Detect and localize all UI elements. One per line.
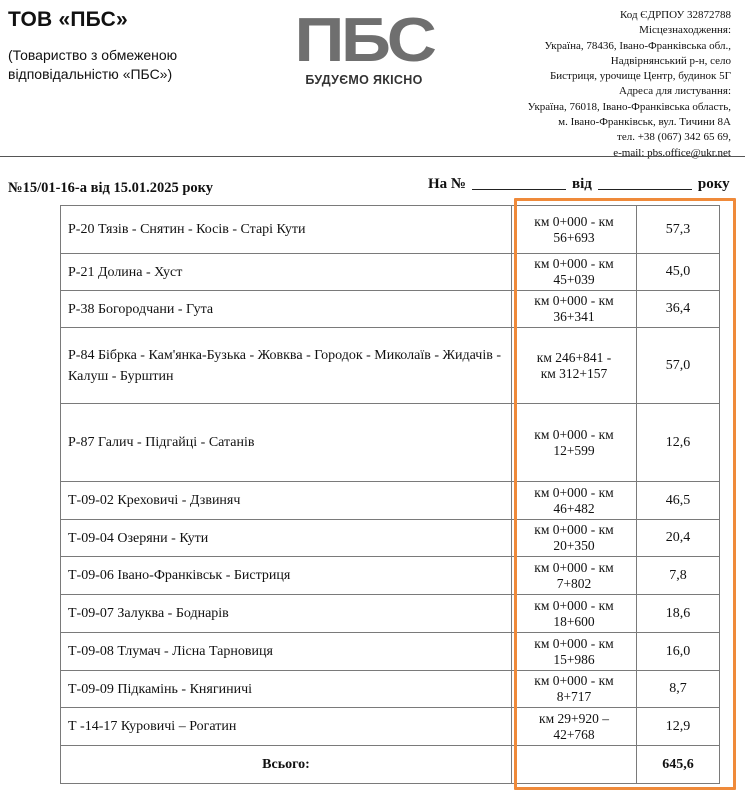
total-row	[61, 746, 720, 784]
road-length: 20,4	[637, 520, 720, 557]
contact-line: Бистриця, урочище Центр, будинок 5Г	[549, 70, 731, 83]
company-name: ТОВ «ПБС»	[8, 8, 128, 31]
road-name: Р-21 Долина - Хуст	[61, 254, 512, 291]
company-full-name	[8, 46, 177, 84]
contact-line: тел. +38 (067) 342 65 69,	[617, 131, 731, 144]
road-km-range	[512, 671, 637, 708]
km-end: 18+600	[553, 613, 595, 629]
km-start: км 0+000 - км	[534, 673, 614, 688]
incoming-mid: від	[572, 176, 592, 192]
logo-mark: ПБС	[294, 6, 434, 75]
road-km-range	[512, 557, 637, 595]
table-row	[61, 328, 720, 404]
road-name: Т-09-08 Тлумач - Лісна Тарновиця	[61, 633, 512, 671]
road-name: Т -14-17 Куровичі – Рогатин	[61, 708, 512, 746]
road-length: 8,7	[637, 671, 720, 708]
total-value: 645,6	[637, 746, 720, 784]
km-end: 7+802	[556, 575, 592, 591]
road-km-range	[512, 595, 637, 633]
table-row	[61, 482, 720, 520]
road-length: 46,5	[637, 482, 720, 520]
road-length: 57,3	[637, 206, 720, 254]
km-start: км 0+000 - км	[534, 213, 614, 229]
table-row	[61, 557, 720, 595]
table-row	[61, 633, 720, 671]
contact-line: Код ЄДРПОУ 32872788	[619, 9, 731, 21]
contact-line: Україна, 76018, Івано-Франківська область,	[527, 100, 731, 113]
contact-line: м. Івано-Франківськ, вул. Тичини 8А	[558, 116, 731, 129]
km-end: 20+350	[553, 538, 595, 553]
km-end: 36+341	[553, 309, 595, 324]
table-row	[61, 404, 720, 482]
km-start: км 0+000 - км	[534, 522, 614, 537]
km-start: км 0+000 - км	[534, 293, 614, 308]
contact-line: e-mail: pbs.office@ukr.net	[613, 146, 731, 159]
outgoing-reference: №15/01-16-а від 15.01.2025 року	[8, 180, 214, 196]
road-length: 36,4	[637, 291, 720, 328]
road-length: 18,6	[637, 595, 720, 633]
km-end: 12+599	[553, 442, 595, 458]
road-length: 12,6	[637, 404, 720, 482]
km-start: км 0+000 - км	[534, 559, 614, 575]
km-start: км 0+000 - км	[534, 426, 614, 442]
road-km-range	[512, 254, 637, 291]
incoming-number-blank	[472, 189, 566, 190]
road-name: Т-09-02 Креховичі - Дзвиняч	[61, 482, 512, 520]
road-km-range	[512, 633, 637, 671]
km-start: км 246+841 -	[536, 349, 612, 365]
table-row	[61, 254, 720, 291]
roads-table	[60, 205, 720, 784]
km-end: 42+768	[553, 726, 595, 742]
km-end: 45+039	[553, 272, 595, 287]
incoming-prefix: На №	[428, 176, 466, 192]
road-name: Т-09-06 Івано-Франківськ - Бистриця	[61, 557, 512, 595]
road-km-range	[512, 404, 637, 482]
road-km-range	[512, 520, 637, 557]
km-end: 15+986	[553, 651, 595, 667]
company-full-line-1: (Товариство з обмеженою	[8, 47, 178, 63]
road-length: 12,9	[637, 708, 720, 746]
table-row	[61, 520, 720, 557]
road-name: Р-38 Богородчани - Гута	[61, 291, 512, 328]
incoming-suffix: року	[697, 176, 730, 192]
road-name: Т-09-04 Озеряни - Кути	[61, 520, 512, 557]
road-km-range	[512, 206, 637, 254]
road-km-range	[512, 708, 637, 746]
km-start: км 0+000 - км	[534, 256, 614, 271]
km-end: 8+717	[556, 689, 592, 704]
road-km-range	[512, 291, 637, 328]
company-logo	[284, 6, 444, 87]
contact-line: Адреса для листування:	[619, 85, 731, 98]
table-row	[61, 708, 720, 746]
km-start: км 29+920 –	[539, 710, 609, 726]
table-row	[61, 291, 720, 328]
road-name: Р-20 Тязів - Снятин - Косів - Старі Кути	[61, 206, 512, 254]
incoming-date-blank	[598, 189, 692, 190]
km-start: км 0+000 - км	[534, 484, 614, 500]
table-row	[61, 595, 720, 633]
contact-line: Місцезнаходження:	[639, 24, 731, 37]
incoming-reference	[428, 176, 730, 193]
company-full-line-2: відповідальністю «ПБС»)	[8, 66, 173, 82]
road-name: Т-09-09 Підкамінь - Княгиничі	[61, 671, 512, 708]
total-label: Всього:	[61, 746, 512, 784]
header-divider	[0, 156, 745, 157]
road-km-range	[512, 482, 637, 520]
road-length: 7,8	[637, 557, 720, 595]
km-start: км 0+000 - км	[534, 597, 614, 613]
table-row	[61, 671, 720, 708]
road-length: 16,0	[637, 633, 720, 671]
road-km-range	[512, 328, 637, 404]
contact-line: Україна, 78436, Івано-Франківська обл.,	[544, 39, 731, 52]
km-start: км 0+000 - км	[534, 635, 614, 651]
logo-tagline: БУДУЄМО ЯКІСНО	[305, 73, 423, 87]
company-block	[8, 8, 177, 84]
road-name: Т-09-07 Залуква - Боднарів	[61, 595, 512, 633]
table-row	[61, 206, 720, 254]
road-name: Р-87 Галич - Підгайці - Сатанів	[61, 404, 512, 482]
road-length: 45,0	[637, 254, 720, 291]
contact-line: Надвірнянський р-н, село	[610, 54, 731, 67]
total-empty-cell	[512, 746, 637, 784]
road-length: 57,0	[637, 328, 720, 404]
km-end: км 312+157	[540, 365, 608, 381]
contacts-block	[528, 8, 731, 161]
km-end: 46+482	[553, 500, 595, 516]
km-end: 56+693	[553, 229, 595, 245]
road-name: Р-84 Бібрка - Кам'янка-Бузька - Жовква - Городок - Миколаїв - Жидачів - Калуш - Бурштин	[61, 328, 512, 404]
